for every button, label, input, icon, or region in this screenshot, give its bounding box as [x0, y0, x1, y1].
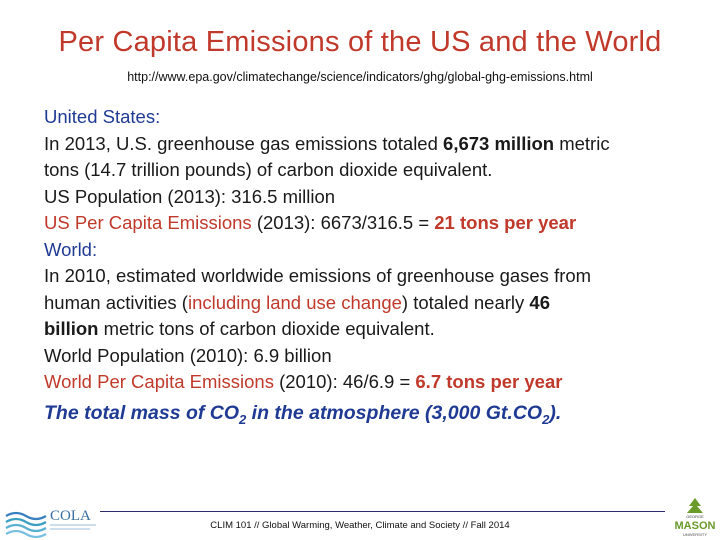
cola-logo-text: COLA: [50, 508, 91, 524]
footer-text: CLIM 101 // Global Warming, Weather, Climate and Society // Fall 2014: [210, 520, 510, 531]
gmu-logo-bottom-text: UNIVERSITY: [682, 532, 708, 537]
source-url: http://www.epa.gov/climatechange/science/indicators/ghg/global-ghg-emissions.html: [127, 70, 593, 84]
us-per-capita: US Per Capita Emissions (2013): 6673/316.5 = 21 tons per year: [44, 212, 577, 233]
world-heading: World:: [44, 238, 98, 260]
cola-logo: [4, 498, 100, 538]
atmosphere-co2-statement: The total mass of $CO_2$ in the atmosphere (3,000 $Gt.CO_2$).: [44, 401, 562, 427]
gmu-logo-main-text: MASON: [674, 520, 716, 532]
us-heading: United States:: [44, 106, 161, 127]
world-population: World Population (2010): 6.9 billion: [44, 344, 332, 366]
us-emissions-line-1: In 2013, U.S. greenhouse gas emissions totaled 6,673 million metric: [44, 132, 610, 154]
world-emissions-line-1: In 2010, estimated worldwide emissions of greenhouse gases from: [44, 265, 592, 286]
slide-title: Per Capita Emissions of the US and the World: [58, 26, 662, 58]
world-emissions-line-3: billion metric tons of carbon dioxide equivalent.: [44, 318, 435, 339]
george-mason-logo: [672, 496, 718, 538]
footer-divider: [100, 511, 665, 512]
us-emissions-line-2: tons (14.7 trillion pounds) of carbon dioxide equivalent.: [44, 159, 493, 180]
world-per-capita: World Per Capita Emissions (2010): 46/6.9 = 6.7 tons per year: [44, 371, 563, 392]
gmu-logo-top-text: GEORGE: [686, 514, 704, 519]
world-emissions-line-2: human activities (including land use change) totaled nearly 46: [44, 291, 550, 313]
slide-body: [44, 104, 694, 433]
us-population: US Population (2013): 316.5 million: [44, 185, 336, 207]
